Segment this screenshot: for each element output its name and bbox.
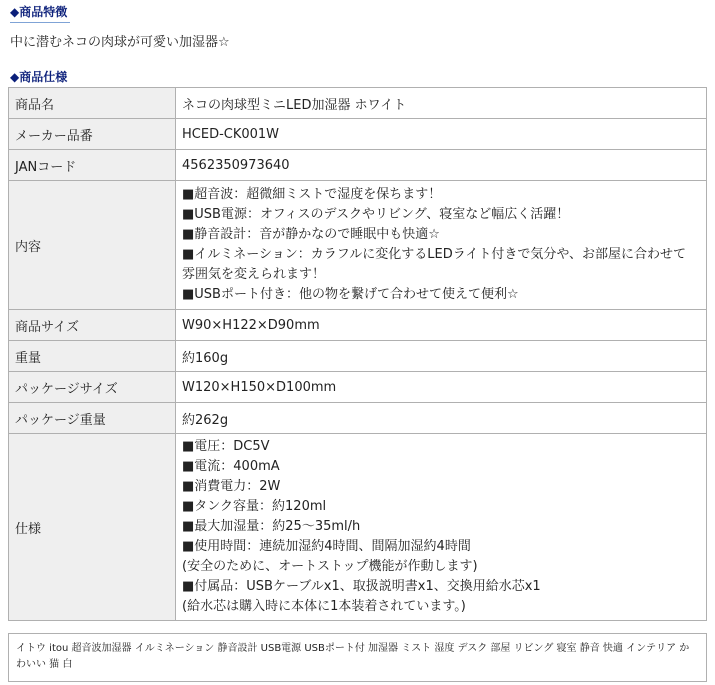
- spec-line: ■付属品：USBケーブルx1、取扱説明書x1、交換用給水芯x1: [182, 579, 541, 594]
- spec-line: ■使用時間：連続加湿約4時間、間隔加湿約4時間: [182, 539, 471, 554]
- spec-heading: ◆商品仕様: [10, 68, 67, 85]
- spec-line: ■静音設計：音が静かなので睡眠中も快適☆: [182, 227, 440, 242]
- spec-value: [176, 181, 707, 310]
- spec-line: ■超音波：超微細ミストで湿度を保ちます！: [182, 187, 442, 202]
- spec-value: W120×H150×D100mm: [176, 372, 707, 403]
- spec-line: ■電圧：DC5V: [182, 439, 270, 454]
- spec-row-specifications: [9, 434, 707, 621]
- spec-row-jan-code: [9, 150, 707, 181]
- spec-label: JANコード: [9, 150, 176, 181]
- spec-label: パッケージ重量: [9, 403, 176, 434]
- spec-row-contents: [9, 181, 707, 310]
- heading-underline: [10, 22, 70, 23]
- spec-value: [176, 434, 707, 621]
- spec-row-weight: [9, 341, 707, 372]
- spec-label: メーカー品番: [9, 119, 176, 150]
- spec-line: ■タンク容量：約120ml: [182, 499, 327, 514]
- spec-line: ■電流：400mA: [182, 459, 280, 474]
- spec-label: 商品サイズ: [9, 310, 176, 341]
- spec-line: ■消費電力：2W: [182, 479, 281, 494]
- spec-line: 雰囲気を変えられます！: [182, 267, 326, 282]
- spec-row-product-size: [9, 310, 707, 341]
- spec-label: 内容: [9, 181, 176, 310]
- keywords-box: イトウ itou 超音波加湿器 イルミネーション 静音設計 USB電源 USBポート付 加湿器 ミスト 湿度 デスク 部屋 リビング 寝室 静音 快適 インテリア かわいい 猫 白: [8, 633, 707, 682]
- spec-table: [8, 87, 707, 621]
- spec-line: (給水芯は購入時に本体に1本装着されています。): [182, 599, 466, 614]
- spec-value: ネコの肉球型ミニLED加湿器 ホワイト: [176, 88, 707, 119]
- spec-value: HCED-CK001W: [176, 119, 707, 150]
- spec-value: W90×H122×D90mm: [176, 310, 707, 341]
- spec-line: ■イルミネーション：カラフルに変化するLEDライト付きで気分や、お部屋に合わせて: [182, 247, 687, 262]
- spec-row-product-name: [9, 88, 707, 119]
- spec-label: 重量: [9, 341, 176, 372]
- spec-row-package-weight: [9, 403, 707, 434]
- spec-line: (安全のために、オートストップ機能が作動します): [182, 559, 478, 574]
- spec-line: ■USB電源：オフィスのデスクやリビング、寝室など幅広く活躍！: [182, 207, 570, 222]
- spec-label: 商品名: [9, 88, 176, 119]
- spec-line: ■最大加湿量：約25～35ml/h: [182, 519, 361, 534]
- features-text: 中に潜むネコの肉球が可愛い加湿器☆: [10, 35, 230, 50]
- spec-value: 約160g: [176, 341, 707, 372]
- spec-value: 4562350973640: [176, 150, 707, 181]
- features-heading: ◆商品特徴: [10, 3, 67, 20]
- spec-label: 仕様: [9, 434, 176, 621]
- spec-label: パッケージサイズ: [9, 372, 176, 403]
- spec-line: ■USBポート付き：他の物を繋げて合わせて使えて便利☆: [182, 287, 519, 302]
- spec-row-package-size: [9, 372, 707, 403]
- spec-value: 約262g: [176, 403, 707, 434]
- spec-row-model-number: [9, 119, 707, 150]
